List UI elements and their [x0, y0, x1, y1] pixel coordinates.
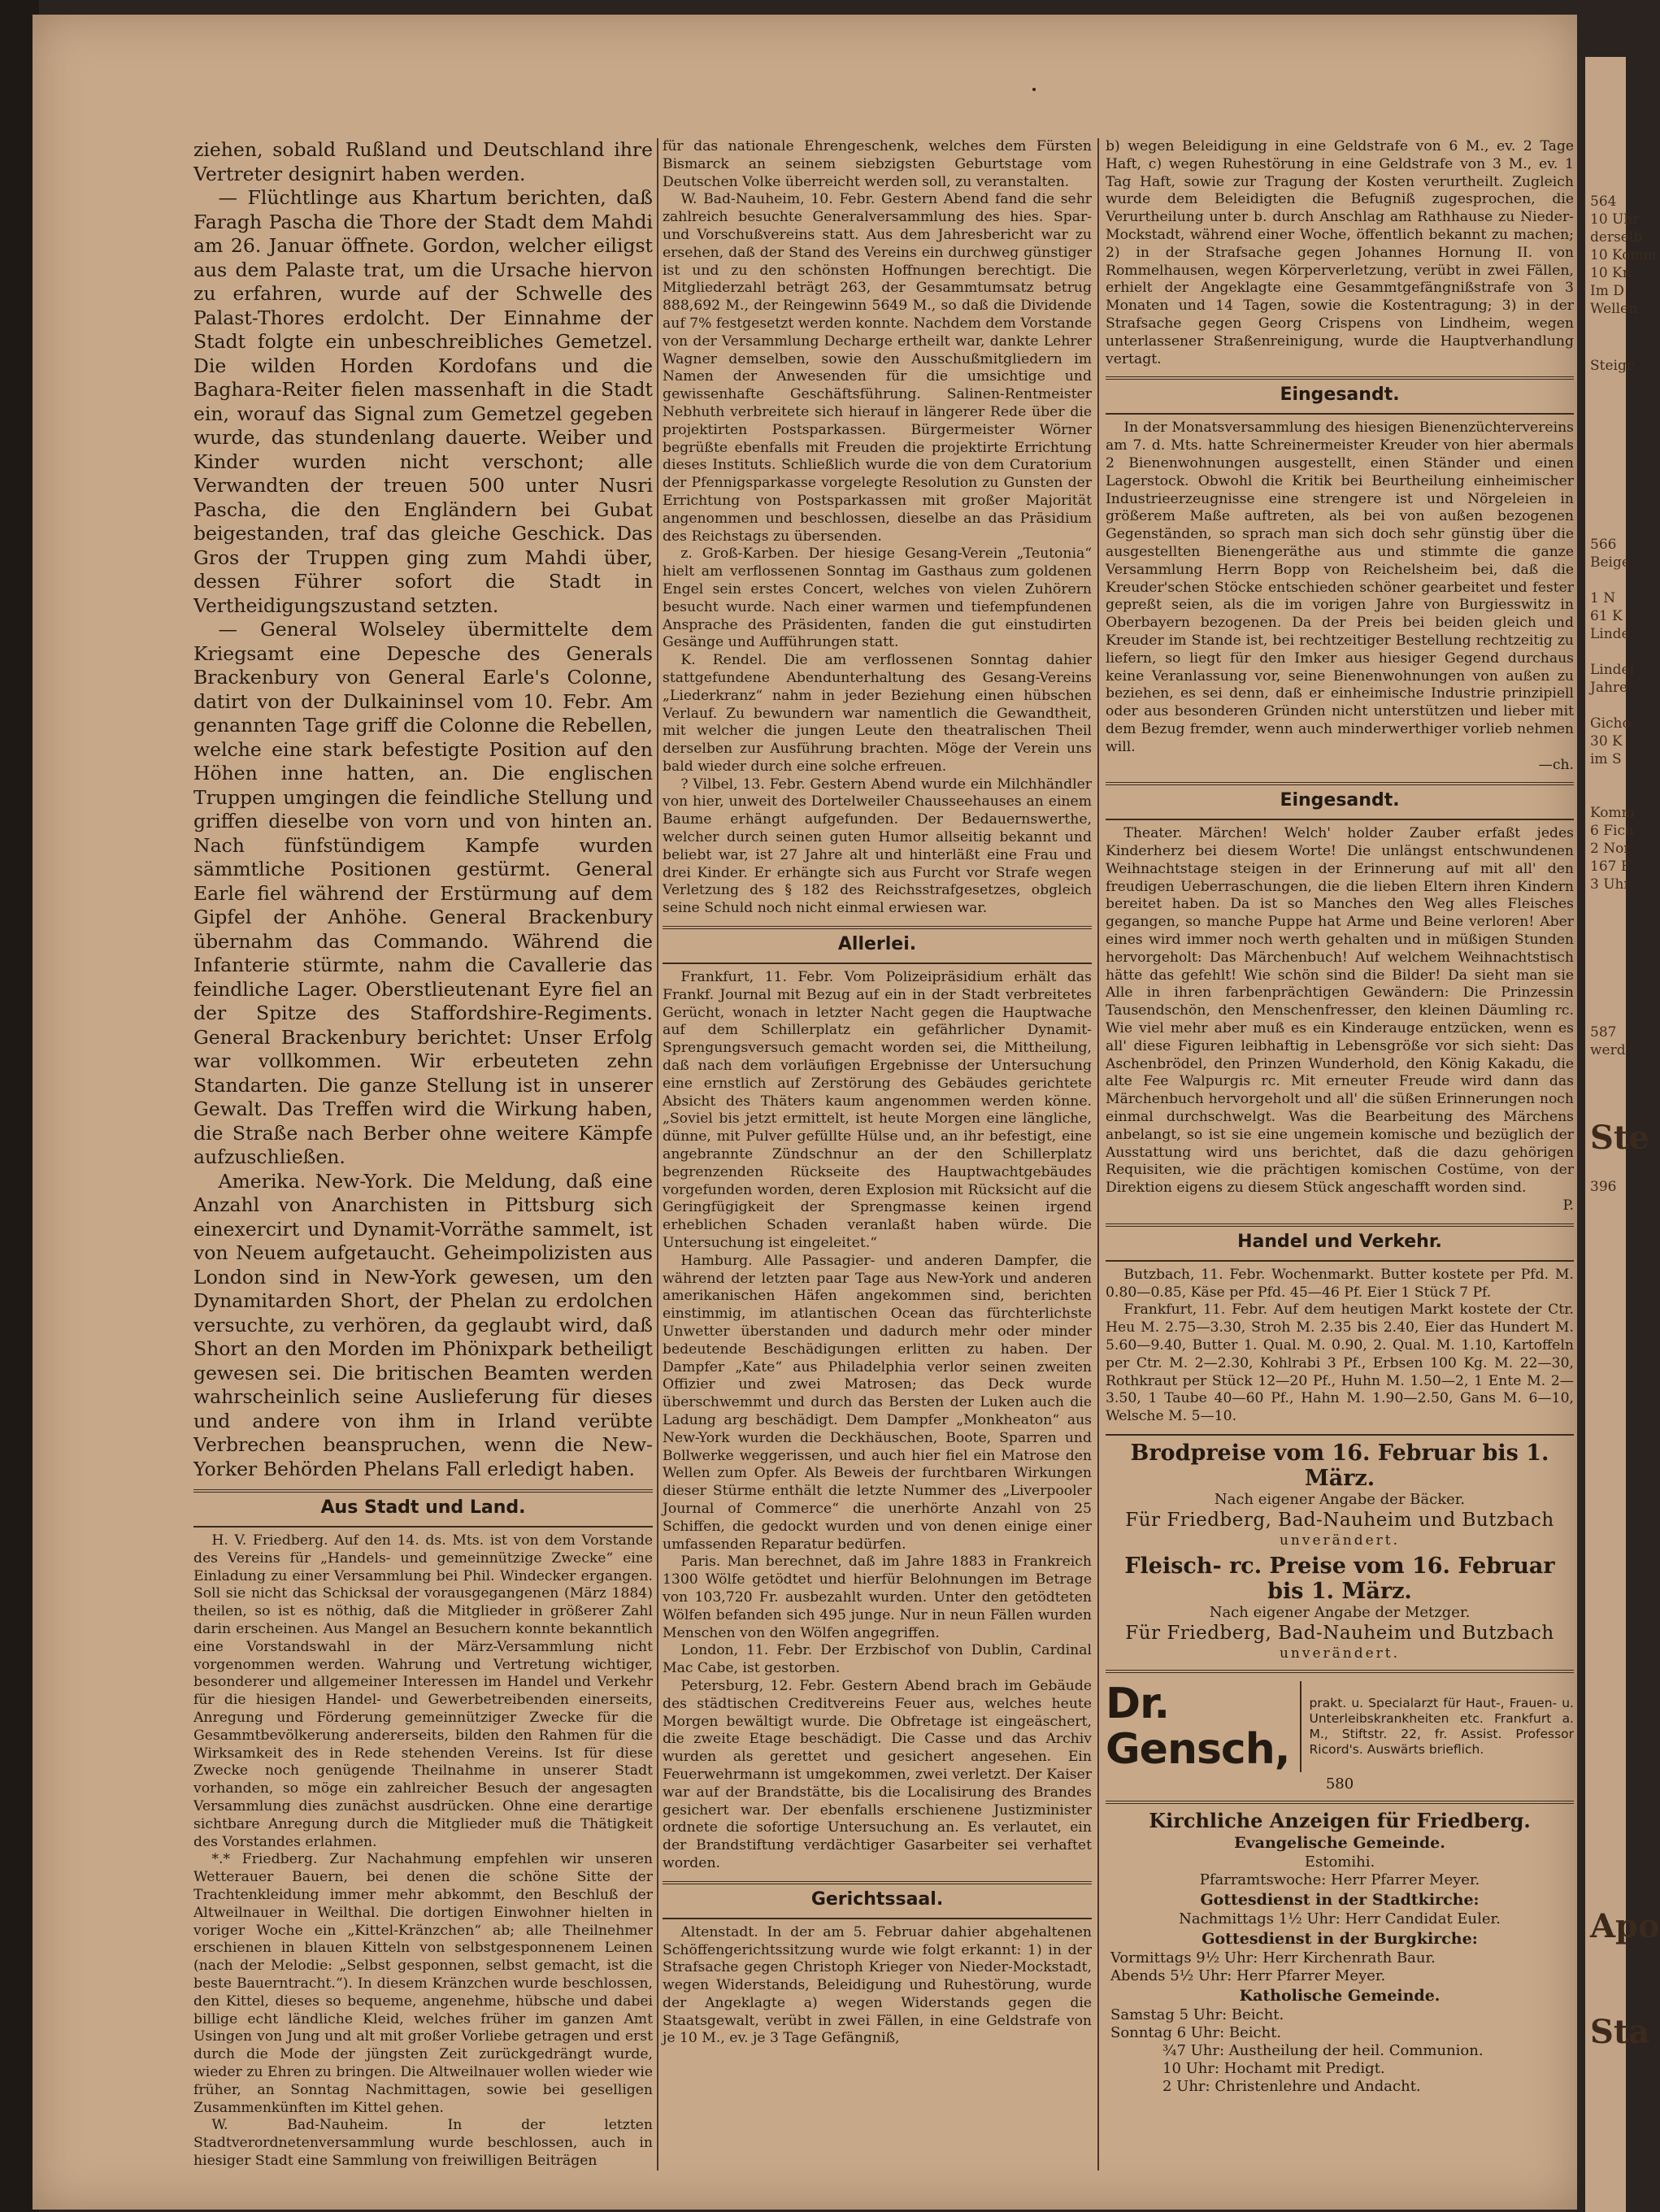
- adjacent-text: Ste: [1590, 1119, 1649, 1157]
- church-service: Nachmittags 1½ Uhr: Herr Candidat Euler.: [1179, 1910, 1501, 1927]
- adjacent-text: 10 Uhr: [1590, 211, 1640, 228]
- meat-prices-status: unverändert.: [1279, 1645, 1401, 1662]
- adjacent-text: 566: [1590, 537, 1617, 553]
- section-divider: [1106, 376, 1574, 380]
- heading-rule: [663, 1918, 1092, 1919]
- adjacent-text: Gicho: [1590, 715, 1631, 732]
- ink-dot: [1032, 88, 1036, 91]
- heading-rule: [663, 963, 1092, 964]
- section-divider: [1106, 1434, 1574, 1436]
- section-divider: [1106, 1670, 1574, 1673]
- adjacent-text: 564: [1590, 193, 1617, 210]
- heading-rule: [193, 1526, 653, 1528]
- section-heading-eingesandt: Eingesandt.: [1280, 385, 1400, 406]
- adjacent-text: Wellen: [1590, 301, 1638, 317]
- section-divider: [193, 1489, 653, 1493]
- news-item: K. Rendel. Die am verflossenen Sonntag dahier stattgefundene Abendunterhaltung des Gesang-Vereins „Liederkranz“ nahm in jeder Beziehung einen hübschen Verlauf. Zu bewundern war namentlich die Gewandtheit, mit welcher die jungen Leute den theatralischen Theil derselben zur Ausführung brachten. Möge der Verein uns bald wieder durch eine solche erfreuen.: [663, 652, 1092, 775]
- news-item: Frankfurt, 11. Febr. Vom Polizeipräsidium erhält das Frankf. Journal mit Bezug auf ein in der Stadt verbreitetes Gerücht, wonach in letzter Nacht gegen die Hauptwache auf dem Schillerplatz ein gefährlicher Dynamit-Sprengungsversuch gemacht worden sei, die Mittheilung, daß nach dem vorläufigen Ergebnisse der Untersuchung eine ernstlich auf Zerstörung des Gebäudes gerichtete Absicht des Thäters kaum angenommen werden könne. „Soviel bis jetzt ermittelt, ist heute Morgen eine längliche, dünne, mit Pulver gefüllte Hülse und, an ihr befestigt, eine angebrannte Zündschnur an der den Schillerplatz begrenzenden Rückseite des Hauptwachtgebäudes vorgefunden worden, deren Explosion mit Rücksicht auf die Geringfügigkeit der Sprengmasse keinen irgend erheblichen Schaden veranlaßt haben würde. Die Untersuchung ist eingeleitet.“: [663, 969, 1092, 1252]
- section-divider: [1106, 1801, 1574, 1804]
- news-item: Altenstadt. In der am 5. Februar dahier abgehaltenen Schöffengerichtssitzung wurde wie folgt erkannt: 1) in der Strafsache gegen Christoph Krieger von Nieder-Mockstadt, wegen Widerstands, Beleidigung und Ruhestörung, wurde der Angeklagte a) wegen Widerstands gegen die Staatsgewalt, verübt in zwei Fällen, in eine Geldstrafe von je 10 M., ev. je 3 Tage Gefängniß,: [663, 1923, 1092, 2047]
- section-divider: [663, 1881, 1092, 1884]
- news-item: Paris. Man berechnet, daß im Jahre 1883 in Frankreich 1300 Wölfe getödtet und hierfür Belohnungen im Betrage von 103,720 Fr. ausbezahlt wurden. Unter den getödteten Wölfen befanden sich 495 junge. Nur in neun Fällen wurden Menschen von den Wölfen angegriffen.: [663, 1554, 1092, 1641]
- market-report: Frankfurt, 11. Febr. Auf dem heutigen Markt kostete der Ctr. Heu M. 2.75—3.30, Stroh M. 2.35 bis 2.40, Eier das Hundert M. 5.60—9.40, Butter 1. Qual. M. 0.90, 2. Qual. M. 1.10, Kartoffeln per Ctr. M. 2—2.30, Kohlrabi 3 Pf., Erbsen 100 Kg. M. 22—30, Rothkraut per Stück 12—20 Pf., Huhn M. 1.50—2, 1 Ente M. 2—3.50, 1 Taube 40—60 Pf., Hahn M. 1.90—2.50, Gans M. 6—10, Welsche M. 5—10.: [1106, 1302, 1574, 1425]
- doctor-advertisement: [1106, 1681, 1574, 1772]
- adjacent-text: 1 N: [1590, 590, 1616, 606]
- heading-rule: [1106, 819, 1574, 820]
- bread-prices-title: Brodpreise vom 16. Februar bis 1. März.: [1130, 1441, 1549, 1491]
- bread-prices-places: Für Friedberg, Bad-Nauheim und Butzbach: [1125, 1510, 1554, 1531]
- doctor-details: prakt. u. Specialarzt für Haut-, Frauen- u. Unterleibskrankheiten etc. Frankfurt a. M., Stiftstr. 22, fr. Assist. Professor Ricord's. Auswärts brieflich.: [1309, 1696, 1574, 1757]
- news-item: W. Bad-Nauheim. In der letzten Stadtverordnetenversammlung wurde beschlossen, auch in hiesiger Stadt eine Sammlung von freiwilligen Beiträgen: [193, 2117, 653, 2169]
- section-heading-handel: Handel und Verkehr.: [1237, 1231, 1442, 1252]
- adjacent-text: 587: [1590, 1024, 1617, 1041]
- doctor-name: Dr. Gensch,: [1106, 1681, 1301, 1772]
- article-wolseley: — General Wolseley übermittelte dem Kriegsamt eine Depesche des Generals Brackenbury von General Earle's Colonne, datirt von der Dulkaininsel vom 10. Febr. Am genannten Tage griff die Colonne die Rebellen, welche eine stark befestigte Position auf den Höhen inne hatten, an. Die englischen Truppen umgingen die feindliche Stellung und griffen dieselbe von vorn und von hinten an. Nach fünfstündigem Kampfe wurden sämmtliche Positionen gestürmt. General Earle fiel während der Erstürmung auf dem Gipfel der Anhöhe. General Brackenbury übernahm das Commando. Während die Infanterie stürmte, nahm die Cavallerie das feindliche Lager. Oberstlieutenant Eyre fiel an der Spitze des Staffordshire-Regiments. General Brackenbury berichtet: Unser Erfolg war vollkommen. Wir erbeuteten zehn Standarten. Die ganze Stellung ist in unserer Gewalt. Das Treffen wird die Wirkung haben, die Straße nach Berber ohne weitere Kämpfe aufzuschließen.: [193, 618, 653, 1168]
- section-divider: [663, 926, 1092, 929]
- article-khartum: — Flüchtlinge aus Khartum berichten, daß Faragh Pascha die Thore der Stadt dem Mahdi am 26. Januar öffnete. Gordon, welcher eiligst aus dem Palaste trat, um die Ursache hiervon zu erfahren, wurde auf der Schwelle des Palast-Thores erdolcht. Der Einnahme der Stadt folgte ein unbeschreibliches Gemetzel. Die wilden Horden Kordofans und die Baghara-Reiter fielen massenhaft in die Stadt ein, worauf das Signal zum Gemetzel gegeben wurde, das stundenlang dauerte. Weiber und Kinder wurden nicht verschont; alle Verwandten der treuen 500 unter Nusri Pascha, die den Engländern bei Gubat beigestanden, traf das gleiche Geschick. Das Gros der Truppen ging zum Mahdi über, dessen Führer sofort die Stadt in Vertheidigungszustand setzten.: [193, 186, 653, 617]
- news-item: ? Vilbel, 13. Febr. Gestern Abend wurde ein Milchhändler von hier, unweit des Dortelweiler Chausseehauses an einem Baume erhängt aufgefunden. Der Bedauernswerthe, welcher durch seinen guten Humor allseitig bekannt und beliebt war, ist 27 Jahre alt und hinterläßt eine Frau und drei Kinder. Er erhängte sich aus Furcht vor Strafe wegen Verletzung des § 182 des Reichsstrafgesetzes, obgleich seine Schuld noch nicht einmal erwiesen war.: [663, 776, 1092, 917]
- news-item: London, 11. Febr. Der Erzbischof von Dublin, Cardinal Mac Cabe, ist gestorben.: [663, 1642, 1092, 1677]
- adjacent-text: derselb: [1590, 229, 1643, 246]
- adjacent-text: Apo: [1590, 1907, 1660, 1945]
- article-continuation: ziehen, sobald Rußland und Deutschland ihre Vertreter designirt haben werden.: [193, 138, 653, 185]
- section-heading-stadt-land: Aus Stadt und Land.: [320, 1497, 526, 1518]
- adjacent-page-strip: [1585, 57, 1660, 2212]
- market-report: Butzbach, 11. Febr. Wochenmarkt. Butter kostete per Pfd. M. 0.80—0.85, Käse per Pfd. 45—46 Pf. Eier 1 Stück 7 Pf.: [1106, 1266, 1574, 1301]
- meat-prices-source: Nach eigener Angabe der Metzger.: [1209, 1604, 1471, 1621]
- news-item: Petersburg, 12. Febr. Gestern Abend brach im Gebäude des städtischen Creditvereins Feuer aus, welches heute Morgen bewältigt wurde. Die Obfretage ist eingeäschert, die zweite Etage beschädigt. Die Casse und das Archiv wurden als gerettet und gesichert angesehen. Ein Feuerwehrmann ist umgekommen, zwei verletzt. Der Kaiser war auf der Brandstätte, bis die Localisirung des Brandes gesichert war. Der ebenfalls erschienene Justizminister ordnete die sofortige Untersuchung an. Es verlautet, ein der Brandstiftung verdächtiger Gasarbeiter sei verhaftet worden.: [663, 1677, 1092, 1871]
- signature: —ch.: [1538, 756, 1574, 773]
- church-service: Sonntag 6 Uhr: Beicht.: [1110, 2024, 1282, 2041]
- adjacent-text: 10 Komm: [1590, 247, 1657, 263]
- adjacent-text: Im D: [1590, 283, 1624, 299]
- signature: P.: [1562, 1197, 1574, 1215]
- section-heading-allerlei: Allerlei.: [837, 934, 917, 955]
- church-service: 2 Uhr: Christenlehre und Andacht.: [1162, 2078, 1421, 2095]
- church-evangelical: Evangelische Gemeinde.: [1234, 1834, 1445, 1852]
- meat-prices-title: Fleisch- rc. Preise vom 16. Februar bis 1. März.: [1124, 1554, 1555, 1604]
- adjacent-text: Linde: [1590, 626, 1630, 642]
- column-1: [193, 138, 653, 2179]
- news-item: z. Groß-Karben. Der hiesige Gesang-Verein „Teutonia“ hielt am verflossenen Sonntag im Gasthaus zum goldenen Engel sein erstes Concert, welches von vielen Zuhörern besucht wurde. Nach einer warmen und tiefempfundenen Ansprache des Präsidenten, fanden die gut einstudirten Gesänge und Aufführungen statt.: [663, 545, 1092, 651]
- section-heading-gerichtssaal: Gerichtssaal.: [810, 1888, 944, 1910]
- column-divider: [1097, 138, 1099, 2171]
- section-divider: [1106, 1223, 1574, 1227]
- adjacent-text: Steigr: [1590, 358, 1633, 374]
- news-item: für das nationale Ehrengeschenk, welches dem Fürsten Bismarck an seinem siebzigsten Geburtstage vom Deutschen Volke überreicht werden soll, zu veranstalten.: [663, 138, 1092, 190]
- ad-number: 580: [1325, 1775, 1354, 1793]
- church-service: Vormittags 9½ Uhr: Herr Kirchenrath Baur.: [1110, 1949, 1436, 1966]
- church-burgkirche: Gottesdienst in der Burgkirche:: [1202, 1930, 1478, 1948]
- column-3: [1106, 138, 1574, 2179]
- column-divider: [657, 138, 658, 2171]
- news-item: Hamburg. Alle Passagier- und anderen Dampfer, die während der letzten paar Tage aus New-York und anderen amerikanischen Häfen angekommen sind, berichten einstimmig, im atlantischen Ocean das fürchterlichste Unwetter überstanden und dadurch mehr oder minder bedeutende Beschädigungen erlitten zu haben. Der Dampfer „Kate“ aus Philadelphia verlor seinen zweiten Offizier und zwei Matrosen; das Deck wurde überschwemmt und durch das Bersten der Luken auch die Ladung arg beschädigt. Dem Dampfer „Monkheaton“ aus New-York wurden die Deckhäuschen, Boote, Sparren und Bollwerke weggerissen, und auch hier fiel ein Matrose den Wellen zum Opfer. Als Beweis der furchtbaren Wirkungen dieser Stürme enthält die letzte Nummer des „Liverpooler Journal of Commerce“ die unerhörte Anzahl von 25 Schiffen, die gedockt wurden und von denen einige einer umfassenden Reparatur bedürfen.: [663, 1252, 1092, 1553]
- church-service: Abends 5½ Uhr: Herr Pfarrer Meyer.: [1110, 1967, 1386, 1984]
- news-item: *.* Friedberg. Zur Nachahmung empfehlen wir unseren Wetterauer Bauern, bei denen die schöne Sitte der Trachtenkleidung immer mehr abkommt, den Beschluß der Altweilnauer in Weilthal. Die dortigen Einwohner hielten in voriger Woche ein „Kittel-Kränzchen“ ab; alle Theilnehmer erschienen in blauen Kitteln von selbstgesponnenem Leinen (nach der Melodie: „Selbst gesponnen, selbst gemacht, ist die beste Bauerntracht.“). In diesem Kränzchen wurde beschlossen, den Kittel, dieses so bequeme, angenehme, hübsche und dabei billige echt ländliche Kleid, welches früher im ganzen Amt Usingen von Jung und alt mit großer Vorliebe getragen und erst durch die Mode der jüngsten Zeit zurückgedrängt wurde, wieder zu Ehren zu bringen. Die Altweilnauer wollen wieder wie früher, an Sonntag Nachmittagen, sowie bei geselligen Zusammenkünften im Kittel gehen.: [193, 1851, 653, 2116]
- church-sunday-name: Estomihi.: [1304, 1853, 1375, 1871]
- adjacent-text: 6 Fich: [1590, 823, 1634, 839]
- letter-bienen: In der Monatsversammlung des hiesigen Bienenzüchtervereins am 7. d. Mts. hatte Schreinermeister Kreuder von hier abermals 2 Bienenwohnungen ausgestellt, einen Ständer und einen Lagerstock. Obwohl die Kritik bei Beurtheilung einheimischer Industrieerzeugnisse eine strengere ist und Nörgeleien in größerem Maße auftreten, als bei von außen bezogenen Gegenständen, so sprach man sich doch sehr günstig über die ausgestellten Bienengeräthe aus und stimmte die ganze Versammlung Herrn Bopp von Reichelsheim bei, daß die Kreuder'schen Stöcke entschieden schöner gearbeitet und fester gepreßt seien, als die im vorigen Jahre von Burgiesswitz in Oberbayern bezogenen. Da der Preis bei beiden gleich und Kreuder im Stande ist, bei rechtzeitiger Bestellung rechtzeitig zu liefern, so liegt für den Imker aus hiesiger Gegend durchaus keine Veranlassung vor, seine Bienenwohnungen von außen zu beziehen, es sei denn, daß er einheimische Industrie prinzipiell oder aus besonderen Gründen nicht unterstützen und lieber mit dem Bezug fremder, wenn auch minderwerthiger vorlieb nehmen will.: [1106, 419, 1574, 755]
- article-amerika: Amerika. New-York. Die Meldung, daß eine Anzahl von Anarchisten in Pittsburg sich einexercirt und Dynamit-Vorräthe sammelt, ist von Neuem aufgetaucht. Geheimpolizisten aus London sind in New-York gewesen, um den Dynamitarden Short, der Phelan zu erdolchen versuchte, zu verhören, da geglaubt wird, daß Short an den Morden im Phönixpark betheiligt gewesen sei. Die britischen Beamten werden wahrscheinlich seine Auslieferung für dieses und andere von ihm in Irland verübte Verbrechen beanspruchen, wenn die New-Yorker Behörden Phelans Fall erledigt haben.: [193, 1169, 653, 1480]
- adjacent-text: im S: [1590, 751, 1622, 767]
- adjacent-text: Lindei: [1590, 662, 1635, 678]
- church-notices-title: Kirchliche Anzeigen für Friedberg.: [1149, 1809, 1531, 1832]
- church-service: 10 Uhr: Hochamt mit Predigt.: [1162, 2060, 1385, 2077]
- church-service: ¾7 Uhr: Austheilung der heil. Communion.: [1162, 2042, 1484, 2059]
- heading-rule: [1106, 1260, 1574, 1262]
- adjacent-text: Komm: [1590, 805, 1635, 821]
- church-catholic: Katholische Gemeinde.: [1239, 1987, 1441, 2005]
- church-pastor-week: Pfarramtswoche: Herr Pfarrer Meyer.: [1199, 1871, 1480, 1888]
- adjacent-text: 3 Uhr: [1590, 876, 1631, 893]
- adjacent-text: 2 Nor: [1590, 841, 1631, 857]
- adjacent-text: 30 K: [1590, 733, 1623, 750]
- bread-prices-status: unverändert.: [1279, 1532, 1401, 1549]
- adjacent-text: Beige: [1590, 554, 1630, 571]
- news-item: b) wegen Beleidigung in eine Geldstrafe von 6 M., ev. 2 Tage Haft, c) wegen Ruhestörung in eine Geldstrafe von 3 M., ev. 1 Tag Haft, sowie zur Tragung der Kosten verurtheilt. Zugleich wurde dem Beleidigten die Befugniß zugesprochen, die Verurtheilung unter b. durch Anschlag am Rathhause zu Nieder-Mockstadt, während einer Woche, öffentlich bekannt zu machen; 2) in der Strafsache gegen Johannes Hornung II. von Rommelhausen, wegen Körperverletzung, verübt in zwei Fällen, erhielt der Angeklagte eine Gesammtgefängnißstrafe von 3 Monaten und 14 Tagen, sowie die Kostentragung; 3) in der Strafsache gegen Georg Crispens von Lindheim, wegen unterlassener Straßenreinigung, wurde die Hauptverhandlung vertagt.: [1106, 138, 1574, 367]
- heading-rule: [1106, 413, 1574, 415]
- adjacent-text: 167 F: [1590, 858, 1631, 875]
- news-item: W. Bad-Nauheim, 10. Febr. Gestern Abend fand die sehr zahlreich besuchte Generalversammlung des hies. Spar- und Vorschußvereins statt. Aus dem Jahresbericht war zu ersehen, daß der Stand des Vereins ein durchweg günstiger ist und zu den schönsten Hoffnungen berechtigt. Die Mitgliederzahl beträgt 263, der Gesammtumsatz betrug 888,692 M., der Reingewinn 5649 M., so daß die Dividende auf 7% festgesetzt werden konnte. Nachdem dem Vorstande von der Versammlung Decharge ertheilt war, dankte Lehrer Wagner demselben, sowie den Ausschußmitgliedern im Namen der Anwesenden für die umsichtige und gewissenhafte Geschäftsführung. Salinen-Rentmeister Nebhuth verbreitete sich hierauf in längerer Rede über die projektirten Postsparkassen. Bürgermeister Wörner begrüßte ebenfalls mit Freuden die projektirte Errichtung dieses Instituts. Schließlich wurde die von dem Curatorium der Pfennigsparkasse vorgelegte Resolution zu Gunsten der Errichtung von Postsparkassen mit großer Majorität angenommen und beschlossen, dieselbe an das Präsidium des Reichstags zu übersenden.: [663, 191, 1092, 545]
- bread-prices-source: Nach eigener Angabe der Bäcker.: [1214, 1491, 1466, 1508]
- church-stadtkirche: Gottesdienst in der Stadtkirche:: [1200, 1891, 1480, 1909]
- letter-theater: Theater. Märchen! Welch' holder Zauber erfaßt jedes Kinderherz bei diesem Worte! Die unlängst entschwundenen Weihnachtstage steigen in der Erinnerung auf mit all' den freudigen Ueberraschungen, die die lieben Eltern ihren Kindern bereitet haben. Da ist so Manches den Weg alles Fleisches gegangen, so manche Puppe hat Arme und Beine verloren! Aber eines wird immer noch werth gehalten und in müßigen Stunden hervorgeholt: Das Märchenbuch! Auf welchem Weihnachtstisch hätte das gefehlt! Wie schön sind die Bilder! Da sieht man sie Alle in ihren farbenprächtigen Gewändern: Die Prinzessin Tausendschön, den Menschenfresser, den kleinen Däumling rc. Wie viel mehr aber muß es ein Kinderauge entzücken, wenn es all' diese Figuren leibhaftig in Lebensgröße vor sich sieht: Das Aschenbrödel, den Prinzen Wunderhold, den König Kakadu, die alte Fee Walpurgis rc. Mit erneuter Freude wird dann das Märchenbuch hervorgeholt und all' die süßen Erinnerungen noch einmal durchschwelgt. Was die Bearbeitung des Märchens anbelangt, so ist sie eine ungemein komische und bezüglich der Ausstattung wird uns berichtet, daß die dazu gehörigen Requisiten, wie die prächtigen komischen Costüme, von der Direktion eigens zu diesem Stück angeschafft worden sind.: [1106, 825, 1574, 1197]
- adjacent-text: 10 Kn: [1590, 265, 1632, 281]
- adjacent-text: Sta: [1590, 2013, 1650, 2051]
- column-2: [663, 138, 1092, 2179]
- section-divider: [1106, 782, 1574, 785]
- adjacent-text: werd: [1590, 1042, 1626, 1058]
- adjacent-text: 396: [1590, 1179, 1617, 1195]
- adjacent-text: Jahre: [1590, 680, 1628, 696]
- news-item: H. V. Friedberg. Auf den 14. ds. Mts. ist von dem Vorstande des Vereins für „Handels- und gemeinnützige Zwecke“ eine Einladung zu einer Versammlung bei Phil. Windecker ergangen. Soll sie nicht das Schicksal der vorausgegangenen (März 1884) theilen, so ist es nöthig, daß die Mitglieder in größerer Zahl darin erscheinen. Aus Mangel an Besuchern konnte bekanntlich eine Vorstandswahl in der März-Versammlung nicht vorgenommen werden. Wahrung und Vertretung wichtiger, besonderer und allgemeiner Interessen im Handel und Verkehr für die hiesigen Handel- und Gewerbetreibenden einerseits, Anregung und Förderung gemeinnütziger Zwecke für die Gesammtbevölkerung andererseits, bilden den Rahmen für die Wirksamkeit des in Rede stehenden Vereins. Ist für diese Zwecke noch genügende Theilnahme in unserer Stadt vorhanden, so möge ein zahlreicher Besuch der angesagten Versammlung dies zunächst ausdrücken. Ohne eine derartige sichtbare Anregung durch die Mitglieder muß die Thätigkeit des Vorstandes erlahmen.: [193, 1532, 653, 1850]
- church-service: Samstag 5 Uhr: Beicht.: [1110, 2006, 1284, 2023]
- adjacent-text: 61 K: [1590, 608, 1623, 624]
- section-heading-eingesandt-2: Eingesandt.: [1280, 790, 1400, 811]
- meat-prices-places: Für Friedberg, Bad-Nauheim und Butzbach: [1125, 1623, 1554, 1644]
